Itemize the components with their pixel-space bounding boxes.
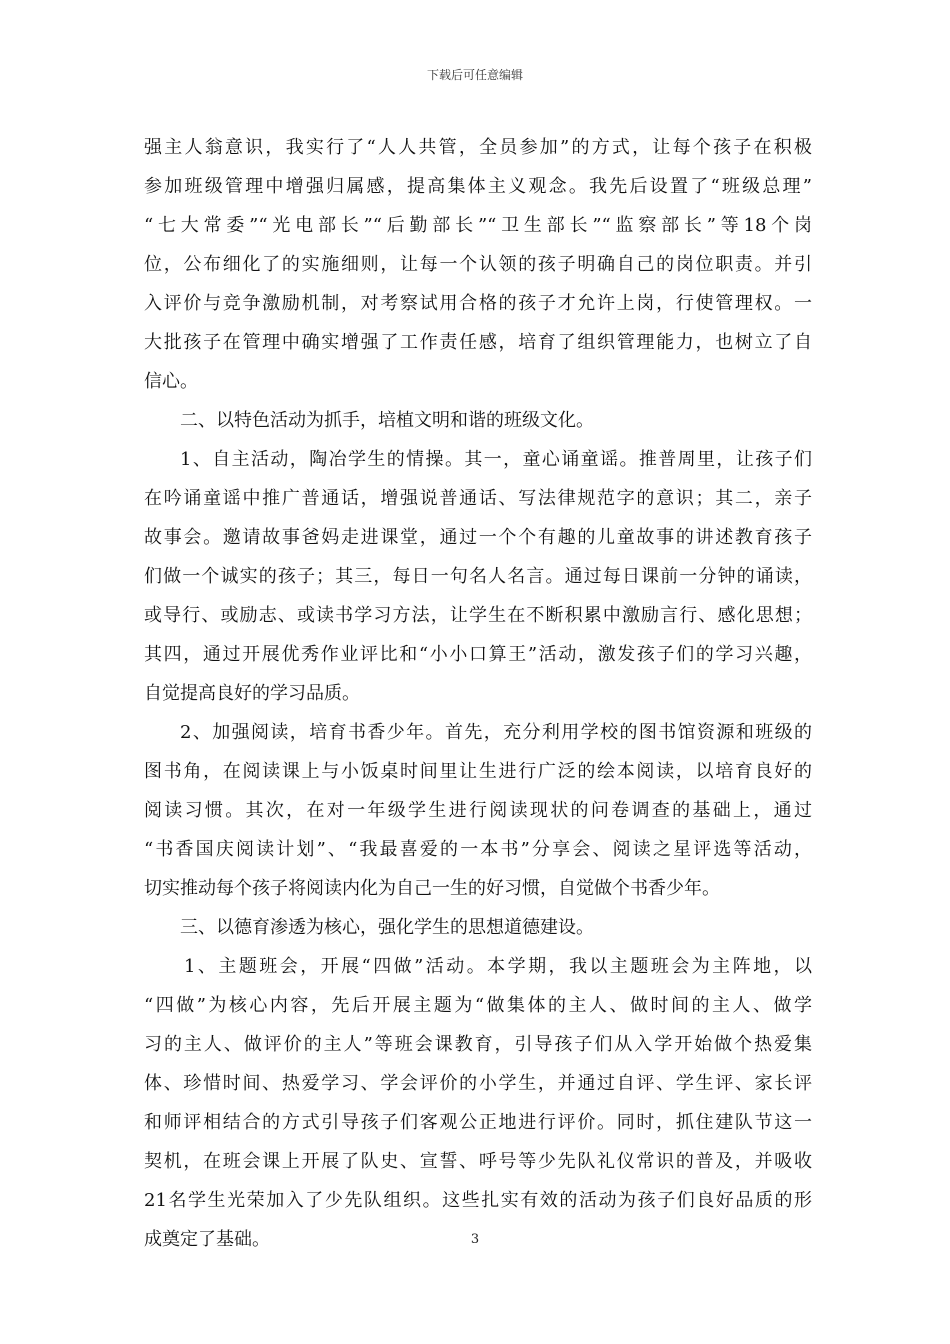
- text-line: “七大常委”“光电部长”“后勤部长”“卫生部长”“监察部长”等18个岗: [144, 215, 812, 236]
- text-line: 1、自主活动，陶冶学生的情操。其一，童心诵童谣。推普周里，让孩子们: [180, 449, 812, 470]
- text-line: “四做”为核心内容，先后开展主题为“做集体的主人、做时间的主人、做学: [144, 995, 812, 1016]
- text-line: 强主人翁意识，我实行了“人人共管，全员参加”的方式，让每个孩子在积极: [144, 137, 812, 158]
- text-line: 21名学生光荣加入了少先队组织。这些扎实有效的活动为孩子们良好品质的形: [144, 1190, 812, 1211]
- text-line: 习的主人、做评价的主人”等班会课教育，引导孩子们从入学开始做个热爱集: [144, 1034, 812, 1055]
- section-heading: 三、以德育渗透为核心，强化学生的思想道德建设。: [180, 917, 594, 938]
- text-line: 和师评相结合的方式引导孩子们客观公正地进行评价。同时，抓住建队节这一: [144, 1112, 812, 1133]
- text-line: 阅读习惯。其次，在对一年级学生进行阅读现状的问卷调查的基础上，通过: [144, 800, 812, 821]
- text-line: 2、加强阅读，培育书香少年。首先，充分利用学校的图书馆资源和班级的: [180, 722, 812, 743]
- text-line: “书香国庆阅读计划”、“我最喜爱的一本书”分享会、阅读之星评选等活动，: [144, 839, 812, 860]
- text-line: 契机，在班会课上开展了队史、宣誓、呼号等少先队礼仪常识的普及，并吸收: [144, 1151, 812, 1172]
- text-line: 切实推动每个孩子将阅读内化为自己一生的好习惯，自觉做个书香少年。: [144, 878, 720, 899]
- page-number: 3: [470, 1232, 480, 1247]
- text-line: 参加班级管理中增强归属感，提高集体主义观念。我先后设置了“班级总理”: [144, 176, 812, 197]
- text-line: 成奠定了基础。: [144, 1229, 270, 1250]
- text-line: 或导行、或励志、或读书学习方法，让学生在不断积累中激励言行、感化思想；: [144, 605, 812, 626]
- text-line: 体、珍惜时间、热爱学习、学会评价的小学生，并通过自评、学生评、家长评: [144, 1073, 812, 1094]
- text-line: 入评价与竞争激励机制，对考察试用合格的孩子才允许上岗，行使管理权。一: [144, 293, 812, 314]
- text-line: 位，公布细化了的实施细则，让每一个认领的孩子明确自己的岗位职责。并引: [144, 254, 812, 275]
- text-line: 故事会。邀请故事爸妈走进课堂，通过一个个有趣的儿童故事的讲述教育孩子: [144, 527, 812, 548]
- text-line: 自觉提高良好的学习品质。: [144, 683, 360, 704]
- text-line: 1、主题班会，开展“四做”活动。本学期，我以主题班会为主阵地，以: [184, 956, 812, 977]
- text-line: 信心。: [144, 371, 198, 392]
- text-line: 图书角，在阅读课上与小饭桌时间里让生进行广泛的绘本阅读，以培育良好的: [144, 761, 812, 782]
- section-heading: 二、以特色活动为抓手，培植文明和谐的班级文化。: [180, 410, 594, 431]
- text-line: 们做一个诚实的孩子；其三，每日一句名人名言。通过每日课前一分钟的诵读，: [144, 566, 812, 587]
- text-line: 在吟诵童谣中推广普通话，增强说普通话、写法律规范字的意识；其二，亲子: [144, 488, 812, 509]
- body-text: [144, 128, 812, 1259]
- text-line: 其四，通过开展优秀作业评比和“小小口算王”活动，激发孩子们的学习兴趣，: [144, 644, 812, 665]
- text-line: 大批孩子在管理中确实增强了工作责任感，培育了组织管理能力，也树立了自: [144, 332, 812, 353]
- page-header: 下载后可任意编辑: [426, 68, 523, 82]
